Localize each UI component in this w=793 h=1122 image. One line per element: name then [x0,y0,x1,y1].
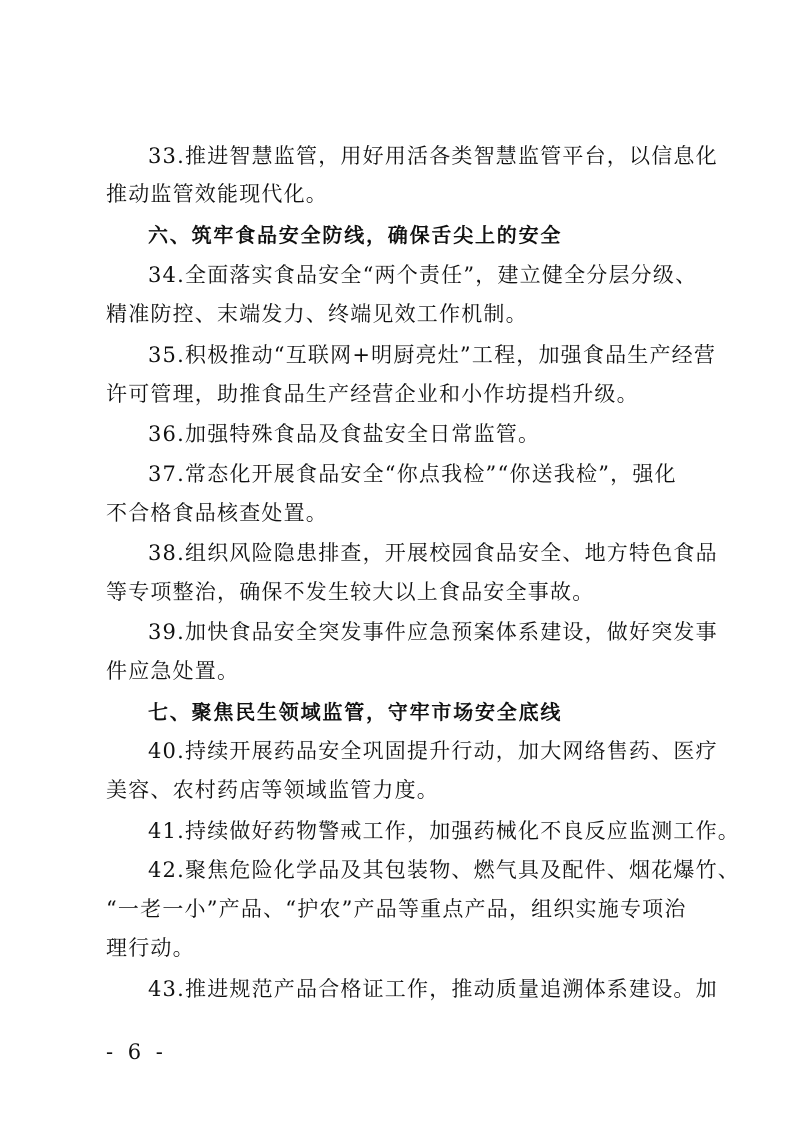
item-41-line-1: 41.持续做好药物警戒工作，加强药械化不良反应监测工作。 [148,819,740,843]
item-38-line-1: 38.组织风险隐患排查，开展校园食品安全、地方特色食品 [148,541,718,565]
item-34-line-1: 34.全面落实食品安全“两个责任”，建立健全分层分级、 [148,263,698,287]
item-37-line-1: 37.常态化开展食品安全“你点我检”“你送我检”，强化 [148,462,677,486]
item-36-line-1: 36.加强特殊食品及食盐安全日常监管。 [148,422,541,446]
item-43-line-1: 43.推进规范产品合格证工作，推动质量追溯体系建设。加 [148,977,718,1001]
item-42-line-2: “一老一小”产品、“护农”产品等重点产品，组织实施专项治 [106,897,687,921]
item-35-line-1: 35.积极推动“互联网+明厨亮灶”工程，加强食品生产经营 [148,343,717,367]
item-37-line-2: 不合格食品核查处置。 [106,501,328,525]
section-heading-7: 七、聚焦民生领域监管，守牢市场安全底线 [148,700,563,724]
item-42-line-3: 理行动。 [106,936,195,960]
item-33-line-2: 推动监管效能现代化。 [106,182,328,206]
section-heading-6: 六、筑牢食品安全防线，确保舌尖上的安全 [148,223,563,247]
item-40-line-2: 美容、农村药店等领域监管力度。 [106,778,439,802]
item-40-line-1: 40.持续开展药品安全巩固提升行动，加大网络售药、医疗 [148,739,718,763]
page-number: - 6 - [106,1040,167,1064]
item-42-line-1: 42.聚焦危险化学品及其包装物、燃气具及配件、烟花爆竹、 [148,858,740,882]
item-33-line-1: 33.推进智慧监管，用好用活各类智慧监管平台，以信息化 [148,144,718,168]
item-39-line-1: 39.加快食品安全突发事件应急预案体系建设，做好突发事 [148,620,718,644]
item-35-line-2: 许可管理，助推食品生产经营企业和小作坊提档升级。 [106,382,639,406]
item-39-line-2: 件应急处置。 [106,659,240,683]
item-34-line-2: 精准防控、末端发力、终端见效工作机制。 [106,302,528,326]
item-38-line-2: 等专项整治，确保不发生较大以上食品安全事故。 [106,580,595,604]
